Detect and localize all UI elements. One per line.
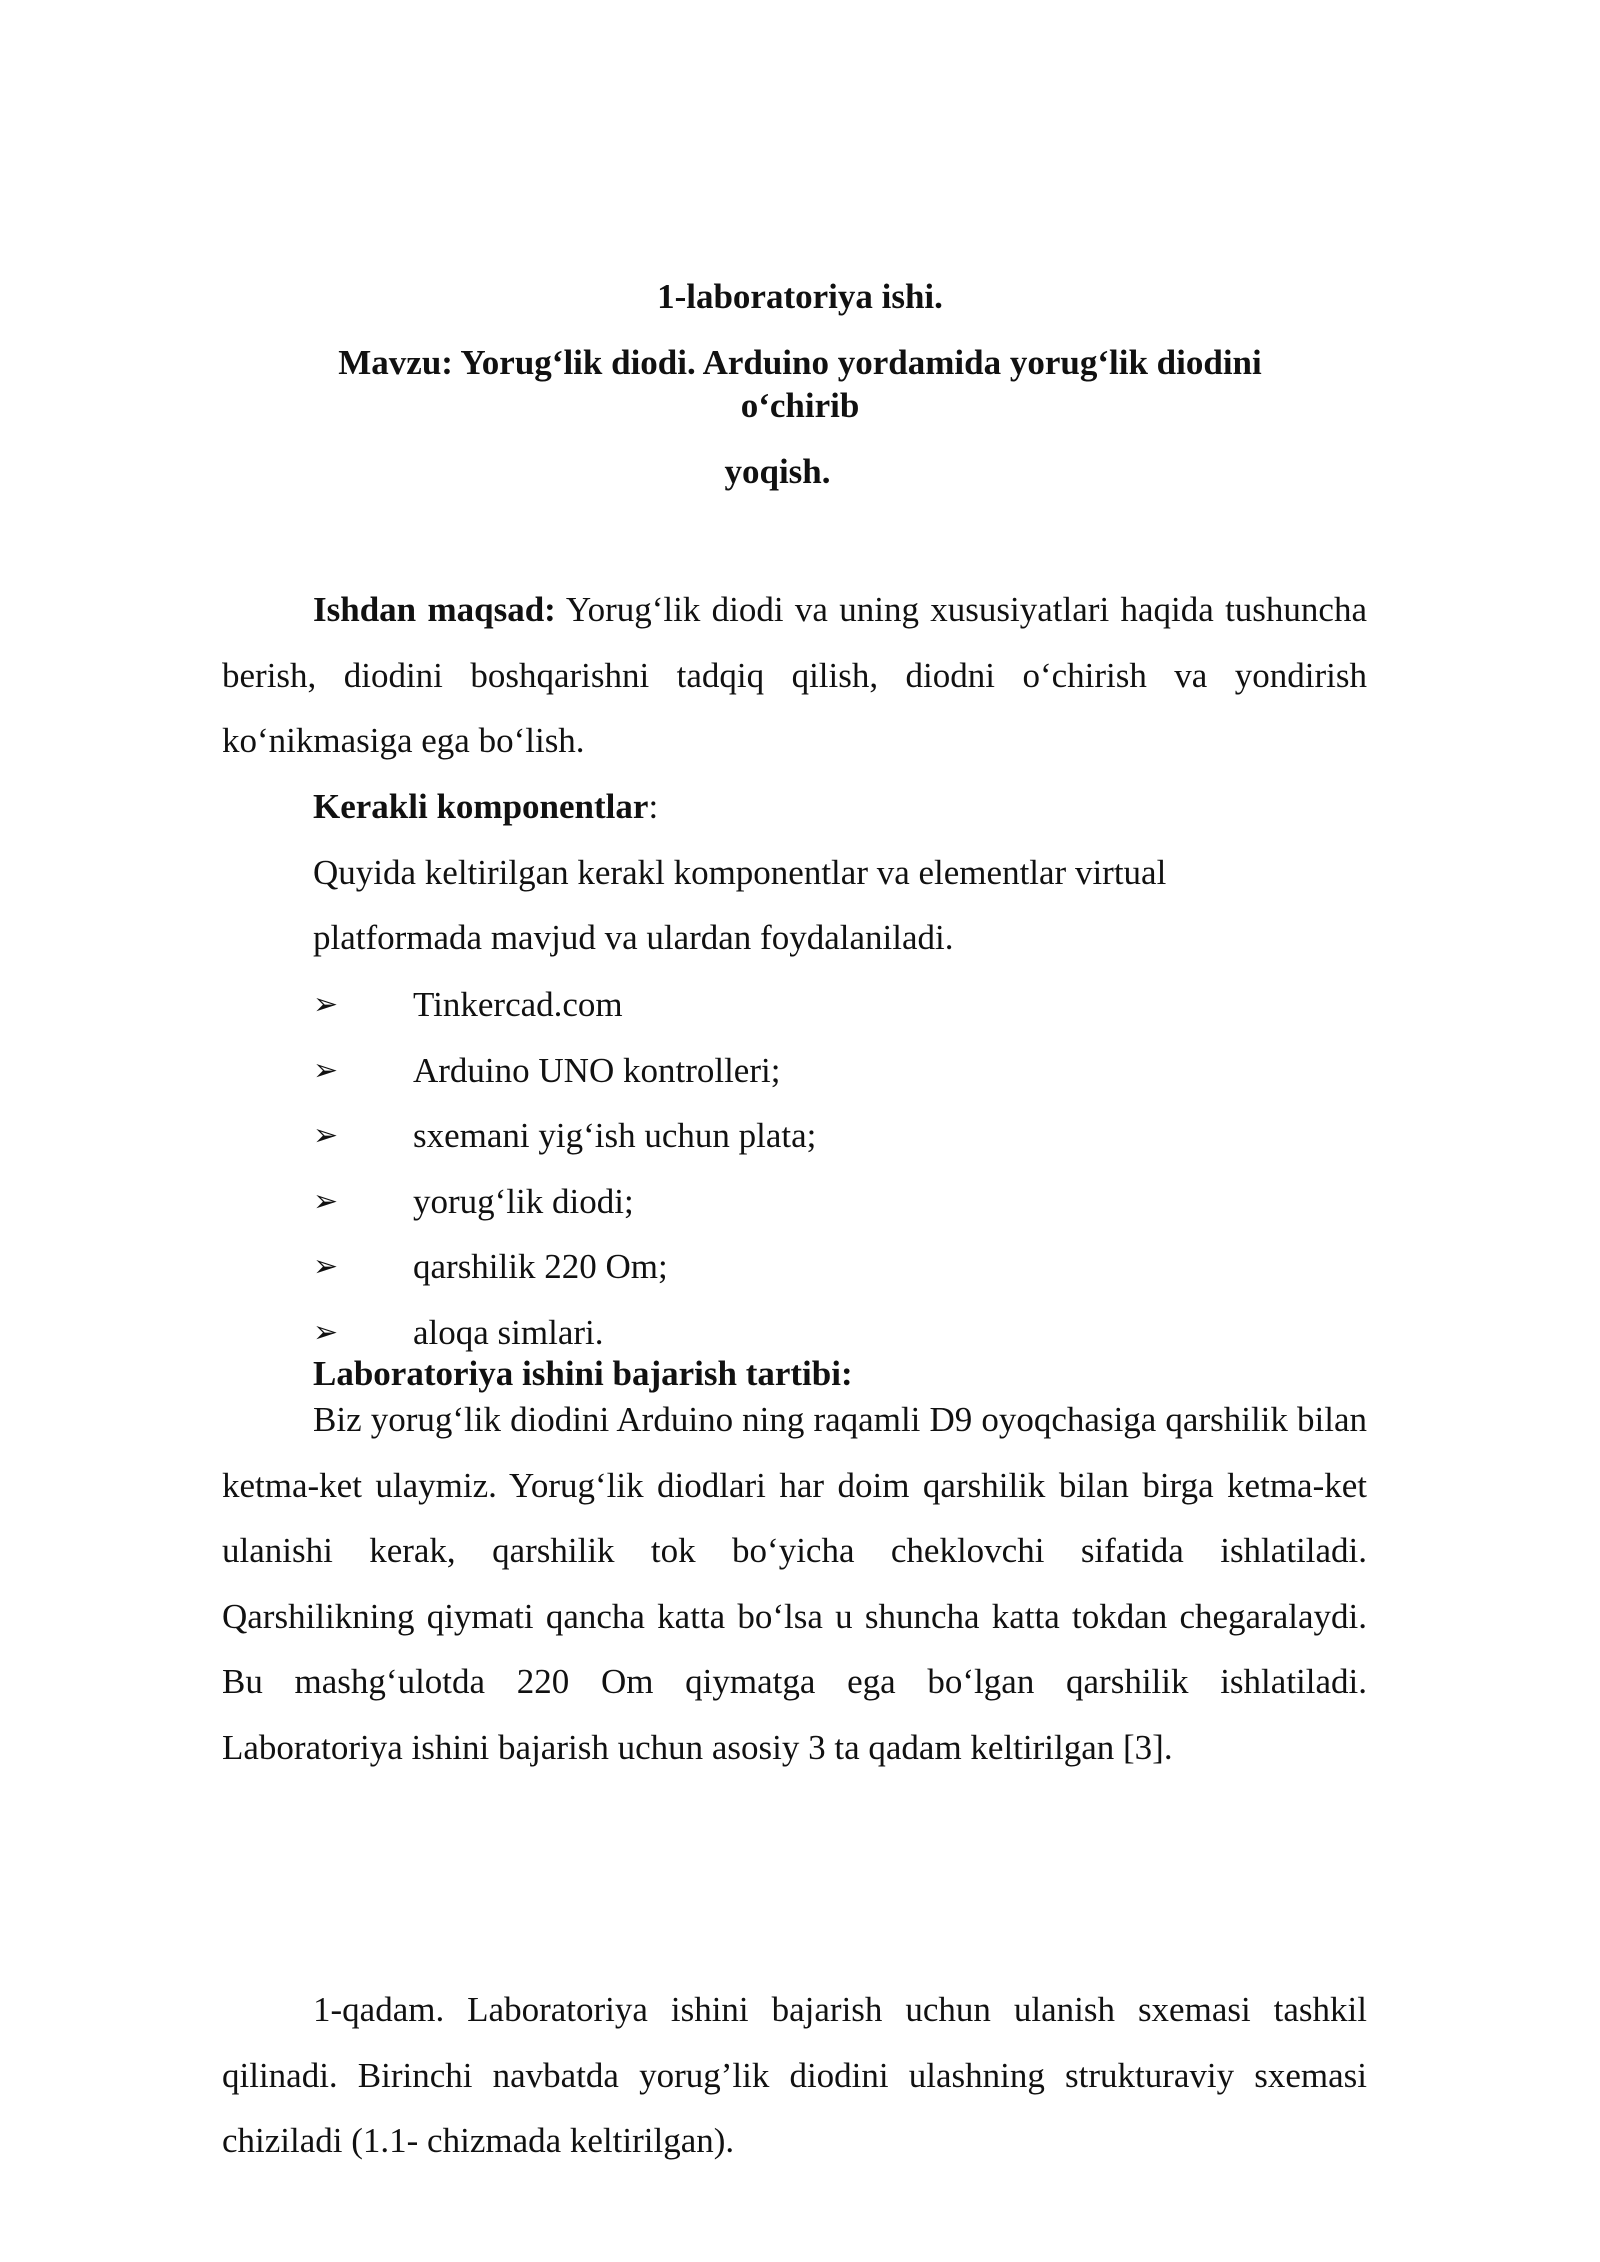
list-item-text: qarshilik 220 Om; bbox=[413, 1247, 668, 1286]
goal-text: Yorug‘lik diodi va uning xususiyatlari haqida tushuncha berish, diodini boshqarishni tadqiq qilish, diodni o‘chirish va yondirish ko‘nikmasiga ega bo‘lish. bbox=[222, 590, 1367, 760]
goal-label: Ishdan maqsad: bbox=[313, 590, 556, 629]
arrowhead-bullet-icon: ➢ bbox=[313, 1183, 339, 1219]
step1-paragraph: 1-qadam. Laboratoriya ishini bajarish uchun ulanish sxemasi tashkil qilinadi. Birinchi navbatda yorug’lik diodini ulashning strukturaviy sxemasi chiziladi (1.1- chizmada keltirilgan). bbox=[222, 1990, 1367, 2160]
topic-line-1: Mavzu: Yorug‘lik diodi. Arduino yordamida yorug‘lik diodini bbox=[338, 343, 1262, 382]
arrowhead-bullet-icon: ➢ bbox=[313, 1249, 339, 1284]
components-heading-text: Kerakli komponentlar bbox=[313, 787, 649, 826]
components-intro-line-2: platformada mavjud va ulardan foydalaniladi. bbox=[313, 918, 954, 957]
components-intro-line-1: Quyida keltirilgan kerakl komponentlar va elementlar virtual bbox=[313, 853, 1167, 892]
topic-line-3: yoqish. bbox=[724, 452, 831, 491]
step1-paragraph-block bbox=[222, 1977, 1367, 2174]
lab-title: 1-laboratoriya ishi. bbox=[657, 277, 943, 316]
components-heading-colon: : bbox=[648, 787, 659, 826]
list-item-text: yorug‘lik diodi; bbox=[413, 1181, 634, 1221]
arrowhead-bullet-icon: ➢ bbox=[313, 987, 339, 1022]
goal-paragraph bbox=[222, 577, 1367, 774]
arrowhead-bullet-icon: ➢ bbox=[313, 1314, 339, 1350]
list-item-text: sxemani yig‘ish uchun plata; bbox=[413, 1116, 817, 1155]
procedure-heading: Laboratoriya ishini bajarish tartibi: bbox=[313, 1354, 853, 1393]
list-item-text: Tinkercad.com bbox=[413, 985, 623, 1024]
arrowhead-bullet-icon: ➢ bbox=[313, 1052, 339, 1088]
components-heading bbox=[313, 774, 1367, 840]
list-item-text: Arduino UNO kontrolleri; bbox=[413, 1050, 781, 1090]
arrowhead-bullet-icon: ➢ bbox=[313, 1118, 339, 1153]
procedure-paragraph-block bbox=[222, 1387, 1367, 1780]
topic-line-2: o‘chirib bbox=[740, 386, 860, 425]
list-item-text: aloqa simlari. bbox=[413, 1312, 604, 1352]
procedure-paragraph: Biz yorug‘lik diodini Arduino ning raqamli D9 oyoqchasiga qarshilik bilan ketma-ket ulaymiz. Yorug‘lik diodlari har doim qarshilik bilan birga ketma-ket ulanishi kerak, qarshilik tok bo‘yicha cheklovchi sifatida ishlatiladi. Qarshilikning qiymati qancha katta bo‘lsa u shuncha katta tokdan chegaralaydi. Bu mashg‘ulotda 220 Om qiymatga ega bo‘lgan qarshilik ishlatiladi. Laboratoriya ishini bajarish uchun asosiy 3 ta qadam keltirilgan [3]. bbox=[222, 1400, 1367, 1767]
